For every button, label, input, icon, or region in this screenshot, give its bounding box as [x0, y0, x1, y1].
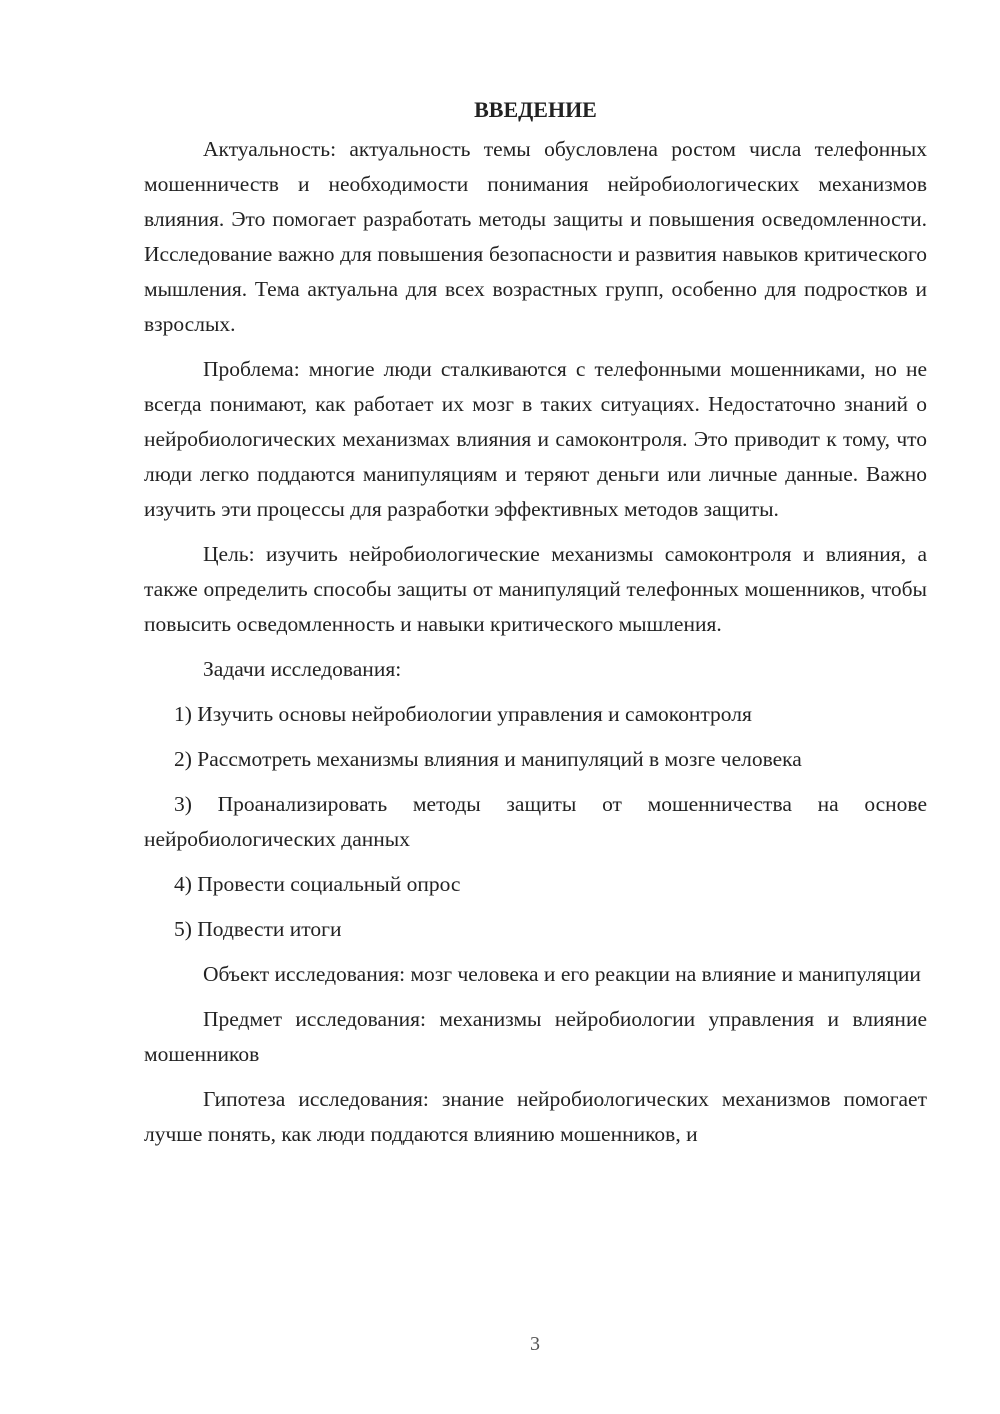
- relevance-paragraph: Актуальность: актуальность темы обусловлена ростом числа телефонных мошенничеств и необходимости понимания нейробиологических механизмов влияния. Это помогает разработать методы защиты и повышения осведомленности. Исследование важно для повышения безопасности и развития навыков критического мышления. Тема актуальна для всех возрастных групп, особенно для подростков и взрослых.: [144, 137, 927, 336]
- subject-paragraph: Предмет исследования: механизмы нейробиологии управления и влияние мошенников: [144, 1007, 927, 1066]
- hypothesis-paragraph: Гипотеза исследования: знание нейробиологических механизмов помогает лучше понять, как люди поддаются влиянию мошенников, и: [144, 1087, 927, 1146]
- goal-paragraph: Цель: изучить нейробиологические механизмы самоконтроля и влияния, а также определить способы защиты от манипуляций телефонных мошенников, чтобы повысить осведомленность и навыки критического мышления.: [144, 542, 927, 636]
- task-item: 3) Проанализировать методы защиты от мошенничества на основе нейробиологических данных: [144, 792, 927, 851]
- object-paragraph: Объект исследования: мозг человека и его реакции на влияние и манипуляции: [203, 962, 921, 986]
- problem-paragraph: Проблема: многие люди сталкиваются с телефонными мошенниками, но не всегда понимают, как работает их мозг в таких ситуациях. Недостаточно знаний о нейробиологических механизмах влияния и самоконтроля. Это приводит к тому, что люди легко поддаются манипуляциям и теряют деньги или личные данные. Важно изучить эти процессы для разработки эффективных методов защиты.: [144, 357, 927, 521]
- task-item: 4) Провести социальный опрос: [174, 872, 461, 896]
- page-number: 3: [530, 1333, 540, 1355]
- section-heading: ВВЕДЕНИЕ: [474, 97, 597, 122]
- task-item: 2) Рассмотреть механизмы влияния и манипуляций в мозге человека: [174, 747, 802, 771]
- task-item: 5) Подвести итоги: [174, 917, 342, 941]
- task-item: 1) Изучить основы нейробиологии управления и самоконтроля: [174, 702, 752, 726]
- tasks-heading: Задачи исследования:: [203, 657, 402, 681]
- page-content: [144, 92, 927, 1152]
